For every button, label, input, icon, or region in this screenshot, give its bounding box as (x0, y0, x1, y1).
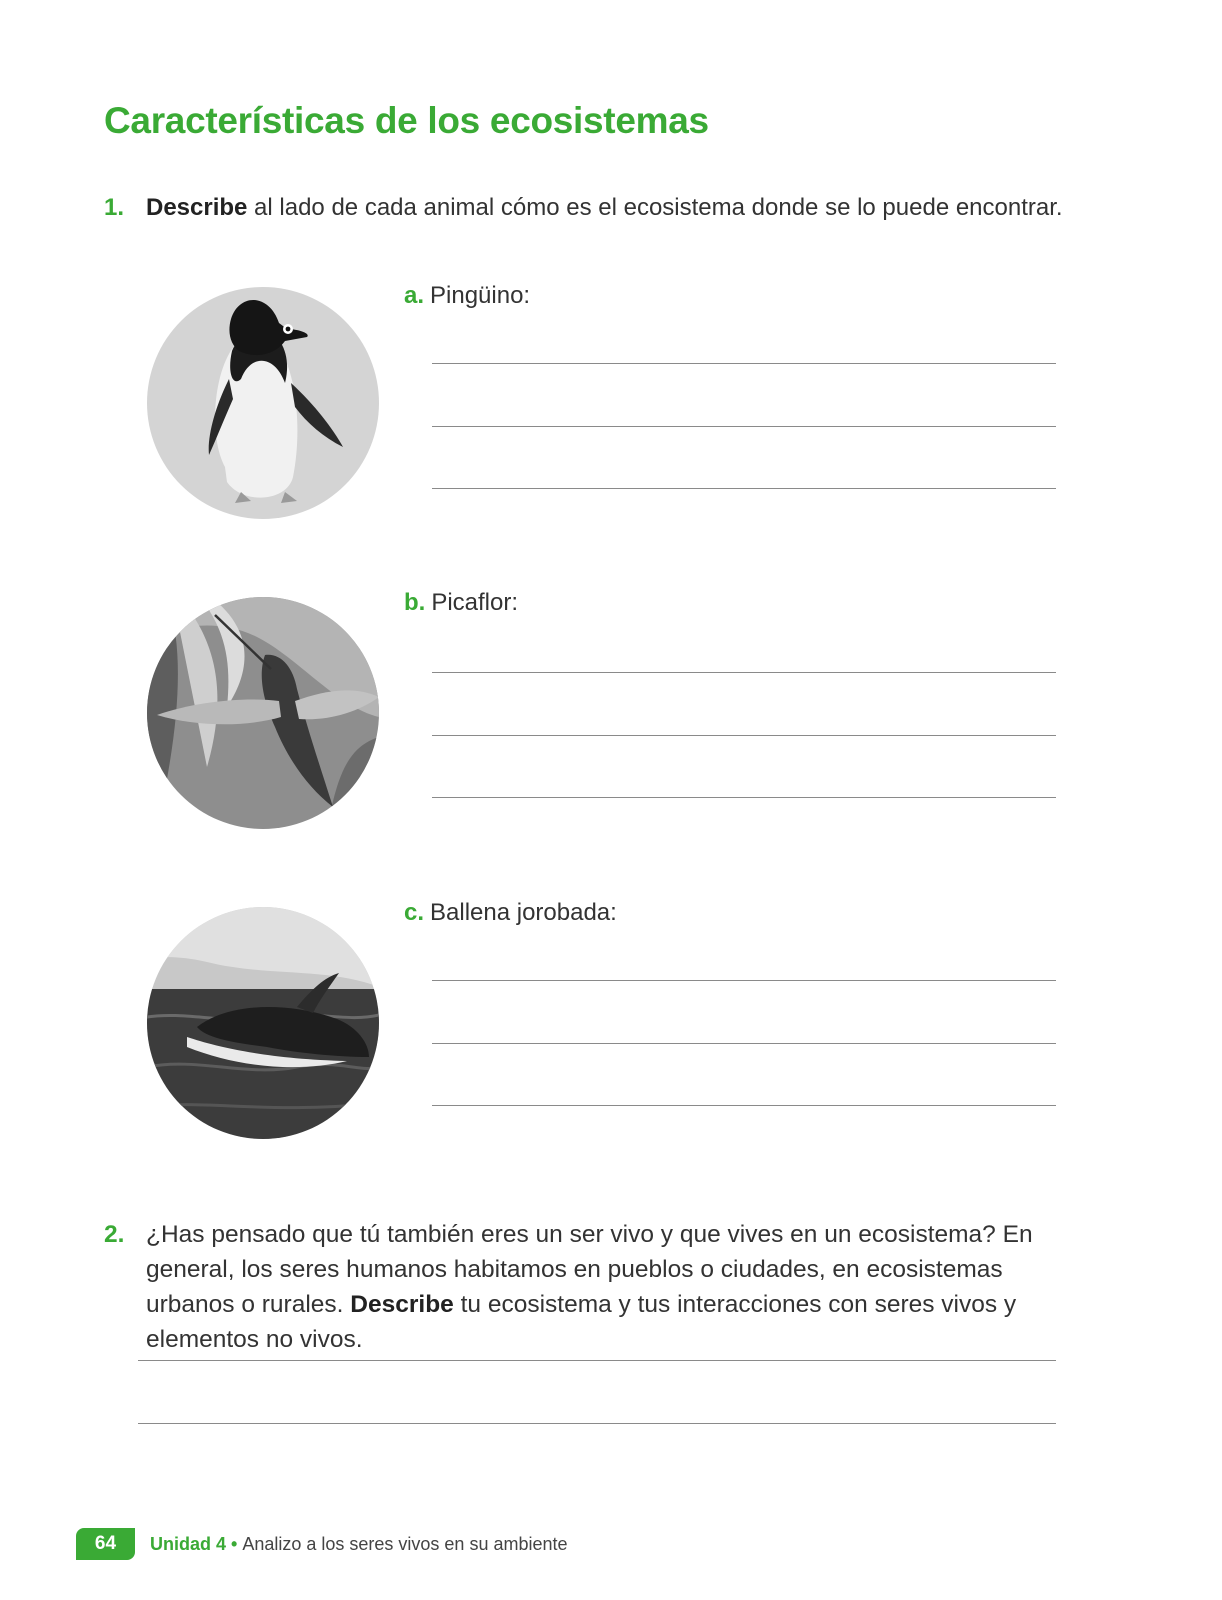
item-c-label (404, 898, 617, 928)
answer-line[interactable] (432, 672, 1056, 673)
question-1-verb: Describe (146, 194, 248, 221)
item-b-label (404, 588, 518, 618)
item-c-text: Ballena jorobada: (430, 899, 617, 926)
page-title: Características de los ecosistemas (104, 100, 709, 141)
question-1-text (146, 193, 1063, 223)
answer-line[interactable] (432, 426, 1056, 427)
footer-subtitle: Analizo a los seres vivos en su ambiente (242, 1534, 568, 1554)
answer-line[interactable] (432, 1105, 1056, 1106)
page-number-badge: 64 (76, 1528, 135, 1560)
question-2-verb: Describe (350, 1291, 454, 1318)
item-a-letter: a. (404, 282, 425, 309)
answer-line[interactable] (138, 1423, 1056, 1424)
footer-unit-title (150, 1532, 568, 1556)
answer-line[interactable] (432, 980, 1056, 981)
item-b-text: Picaflor: (431, 589, 519, 616)
item-a-label (404, 281, 530, 311)
footer-bullet: • (226, 1534, 243, 1554)
answer-line[interactable] (432, 1043, 1056, 1044)
humpback-whale-photo (147, 907, 379, 1139)
answer-line[interactable] (432, 488, 1056, 489)
question-2-intro: ¿Has pensado que tú también eres un ser vivo y que vives en un ecosistema? En general, los seres humanos habitamos en pueblos o ciudades, en ecosistemas urbanos o rurales. (146, 1221, 1033, 1318)
item-a-text: Pingüino: (430, 282, 531, 309)
answer-line[interactable] (432, 363, 1056, 364)
item-c-letter: c. (404, 899, 425, 926)
question-1-instruction: al lado de cada animal cómo es el ecosistema donde se lo puede encontrar. (247, 194, 1063, 221)
penguin-photo (147, 287, 379, 519)
answer-line[interactable] (432, 797, 1056, 798)
question-2-text (146, 1217, 1086, 1357)
hummingbird-photo (147, 597, 379, 829)
answer-line[interactable] (138, 1360, 1056, 1361)
question-1-number: 1. (104, 194, 125, 221)
question-2-number: 2. (104, 1221, 125, 1248)
footer-unit: Unidad 4 (150, 1534, 227, 1554)
answer-line[interactable] (432, 735, 1056, 736)
item-b-letter: b. (404, 589, 426, 616)
question-2-instruction: tu ecosistema y tus interacciones con seres vivos y elementos no vivos. (146, 1291, 1017, 1353)
